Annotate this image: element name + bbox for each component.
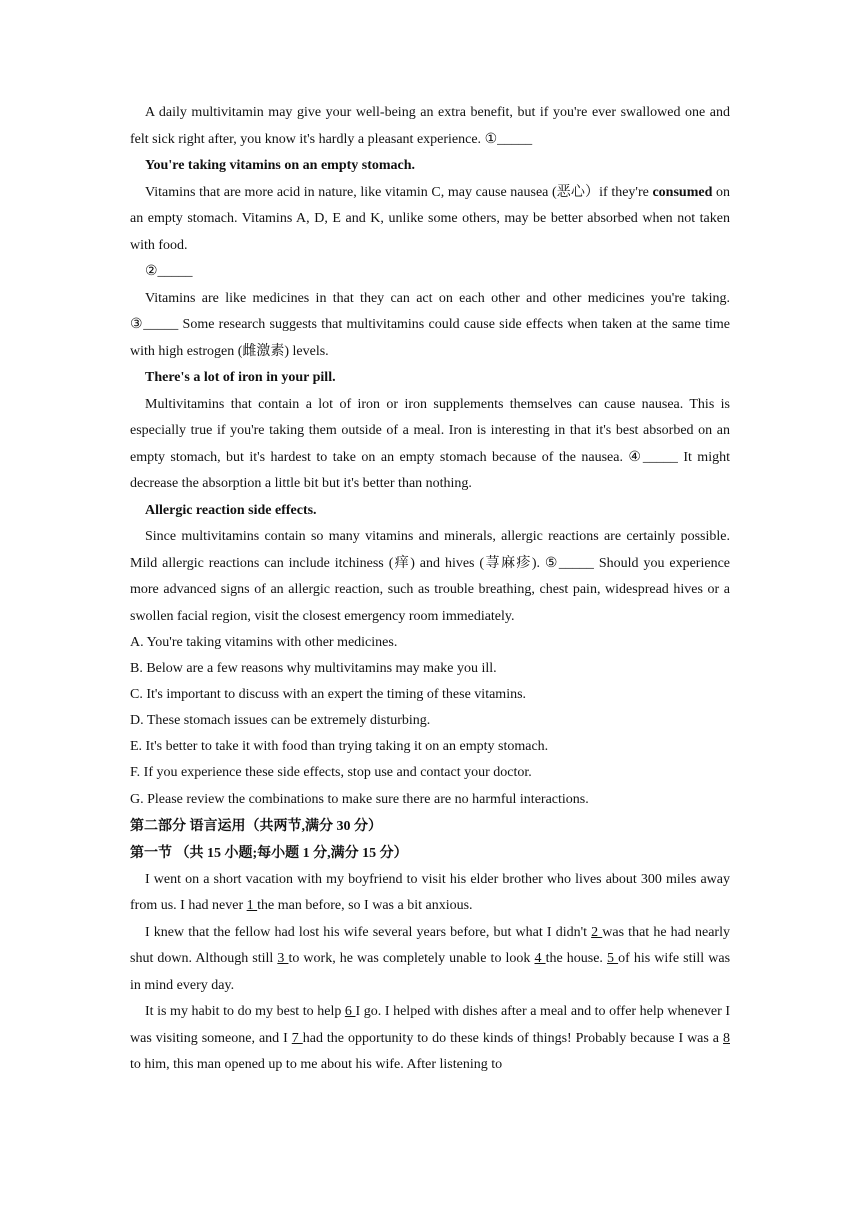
- blank-5: ⑤_____: [544, 555, 594, 571]
- option-e: E. It's better to take it with food than trying taking it on an empty stomach.: [130, 739, 549, 755]
- cloze-paragraph-1: [130, 867, 730, 920]
- cloze-blank-8: 8: [723, 1030, 730, 1046]
- cloze-text: the house.: [545, 951, 607, 967]
- cloze-blank-1: 1: [246, 898, 258, 914]
- cloze-text: the man before, so I was a bit anxious.: [257, 898, 473, 914]
- options-list: [130, 630, 730, 813]
- passage-text: on an empty stomach. Vitamins A, D, E and K, unlike some others, may be better absorbed when not taken with food.: [130, 184, 730, 253]
- section1-heading: 第一节 （共 15 小题;每小题 1 分,满分 15 分）: [130, 845, 408, 861]
- option-g: G. Please review the combinations to make sure there are no harmful interactions.: [130, 791, 589, 807]
- passage-paragraph-1: [130, 100, 730, 153]
- blank-4: ④_____: [628, 449, 678, 465]
- blank-1: ①_____: [484, 131, 533, 147]
- passage-text: Vitamins are like medicines in that they can act on each other and other medicines you're taking.: [145, 290, 730, 306]
- option-a: A. You're taking vitamins with other medicines.: [130, 635, 398, 650]
- passage-paragraph-4: [130, 392, 730, 498]
- passage-text: Vitamins that are more acid in nature, like vitamin C, may cause nausea (恶心）if they're: [145, 184, 653, 200]
- cloze-text: I go. I helped with dishes after a meal and to offer help whenever I was visiting someone, and I: [130, 1004, 730, 1046]
- passage-heading-1: You're taking vitamins on an empty stomach.: [145, 158, 416, 173]
- option-f: F. If you experience these side effects, stop use and contact your doctor.: [130, 765, 532, 781]
- passage-text: Since multivitamins contain so many vitamins and minerals, allergic reactions are certainly possible. Mild allergic reactions can include itchiness (痒) and hives (荨麻疹).: [130, 529, 730, 571]
- cloze-blank-4: 4: [534, 951, 546, 967]
- passage-text: Some research suggests that multivitamins could cause side effects when taken at the same time with high estrogen (雌激素) levels.: [130, 317, 730, 359]
- cloze-text: to work, he was completely unable to look: [288, 951, 535, 967]
- blank-2: ②_____: [145, 264, 193, 279]
- passage-paragraph-5: [130, 524, 730, 630]
- cloze-blank-7: 7: [291, 1030, 303, 1046]
- bold-word: consumed: [652, 184, 713, 200]
- cloze-blank-2: 2: [591, 924, 603, 940]
- option-c: C. It's important to discuss with an expert the timing of these vitamins.: [130, 687, 527, 703]
- cloze-blank-5: 5: [607, 951, 619, 967]
- passage-text: It might decrease the absorption a little bit but it's better than nothing.: [130, 449, 730, 491]
- passage-text: Multivitamins that contain a lot of iron or iron supplements themselves can cause nausea. This is especially true if you're taking them outside of a meal. Iron is interesting in that it's best absorbed on an empty stomach, but it's hardest to take on an empty stomach because of the nausea.: [130, 396, 730, 465]
- option-b: B. Below are a few reasons why multivitamins may make you ill.: [130, 661, 497, 677]
- cloze-text: I knew that the fellow had lost his wife several years before, but what I didn't: [145, 924, 592, 940]
- cloze-text: of his wife still was in mind every day.: [130, 951, 731, 993]
- cloze-text: I went on a short vacation with my boyfriend to visit his elder brother who lives about 300 miles away from us. I had never: [130, 871, 730, 914]
- cloze-text: to him, this man opened up to me about his wife. After listening to: [130, 1057, 503, 1073]
- passage-heading-2: There's a lot of iron in your pill.: [145, 370, 336, 385]
- cloze-blank-6: 6: [344, 1004, 356, 1020]
- passage-text: A daily multivitamin may give your well-being an extra benefit, but if you're ever swallowed one and felt sick right after, you know it's hardly a pleasant experience.: [130, 105, 730, 147]
- passage-paragraph-3: [130, 286, 730, 366]
- part2-heading: 第二部分 语言运用（共两节,满分 30 分）: [130, 818, 382, 834]
- cloze-text: was that he had nearly shut down. Although still: [130, 924, 730, 967]
- cloze-paragraph-3: [130, 999, 730, 1079]
- option-d: D. These stomach issues can be extremely disturbing.: [130, 713, 431, 729]
- passage-heading-3: Allergic reaction side effects.: [145, 502, 317, 518]
- cloze-text: had the opportunity to do these kinds of things! Probably because I was a: [302, 1030, 723, 1046]
- cloze-text: It is my habit to do my best to help: [145, 1004, 345, 1020]
- passage-text: Should you experience more advanced signs of an allergic reaction, such as trouble breathing, chest pain, widespread hives or a swollen facial region, visit the closest emergency room immediately.: [130, 555, 730, 624]
- blank-3: ③_____: [130, 317, 179, 332]
- cloze-paragraph-2: [130, 920, 730, 1000]
- document-page: [130, 100, 730, 1079]
- cloze-blank-3: 3: [277, 951, 289, 967]
- passage-paragraph-2: [130, 180, 730, 260]
